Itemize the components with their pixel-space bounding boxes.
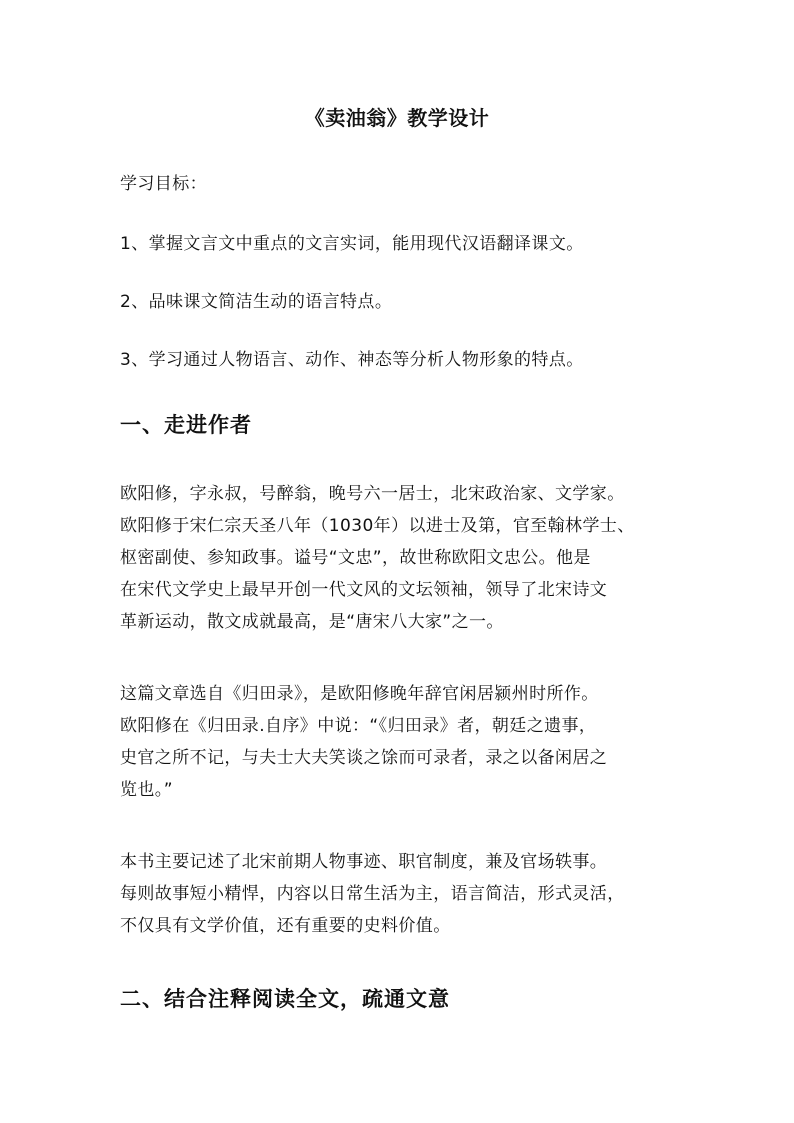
paragraph-line: 这篇文章选自《归田录》，是欧阳修晚年辞官闲居颍州时所作。 <box>120 684 599 704</box>
paragraph-line: 欧阳修在《归田录.自序》中说：“《归田录》者，朝廷之遗事， <box>120 716 597 736</box>
author-bio-paragraph <box>120 478 690 638</box>
source-paragraph <box>120 678 690 806</box>
objective-item-3: 3、学习通过人物语言、动作、神态等分析人物形象的特点。 <box>120 350 584 370</box>
paragraph-line: 史官之所不记，与夫士大夫笑谈之馀而可录者，录之以备闲居之 <box>120 748 608 768</box>
paragraph-line: 不仅具有文学价值，还有重要的史料价值。 <box>120 916 451 936</box>
paragraph-line: 欧阳修，字永叔，号醉翁，晚号六一居士，北宋政治家、文学家。 <box>120 484 625 504</box>
paragraph-line: 本书主要记述了北宋前期人物事迹、职官制度，兼及官场轶事。 <box>120 852 608 872</box>
paragraph-line: 在宋代文学史上最早开创一代文风的文坛领袖，领导了北宋诗文 <box>120 580 608 600</box>
document-title: 《卖油翁》教学设计 <box>304 106 490 130</box>
paragraph-line: 枢密副使、参知政事。谥号“文忠”，故世称欧阳文忠公。他是 <box>120 548 591 568</box>
paragraph-line: 览也。” <box>120 780 173 800</box>
objective-item-1: 1、掌握文言文中重点的文言实词，能用现代汉语翻译课文。 <box>120 234 584 254</box>
book-summary-paragraph <box>120 846 690 942</box>
objective-item-2: 2、品味课文简洁生动的语言特点。 <box>120 292 393 312</box>
objectives-heading: 学习目标： <box>120 174 207 194</box>
paragraph-line: 欧阳修于宋仁宗天圣八年（1030年）以进士及第，官至翰林学士、 <box>120 516 635 536</box>
paragraph-line: 每则故事短小精悍，内容以日常生活为主，语言简洁，形式灵活， <box>120 884 625 904</box>
section-heading-reading: 二、结合注释阅读全文，疏通文意 <box>120 987 450 1011</box>
section-heading-author: 一、走进作者 <box>120 413 252 437</box>
paragraph-line: 革新运动，散文成就最高，是“唐宋八大家”之一。 <box>120 612 504 632</box>
